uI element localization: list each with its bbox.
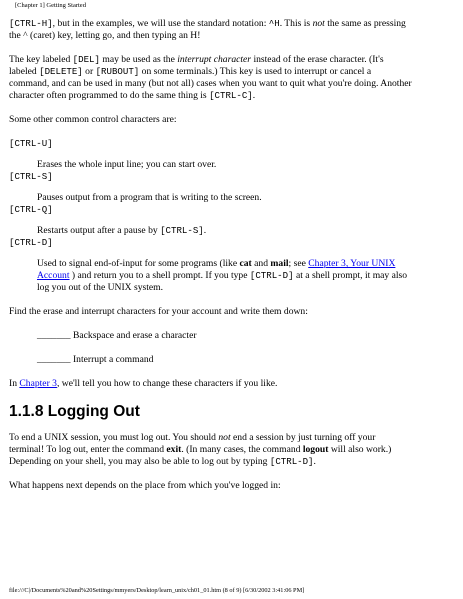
control-key-ctrl-d: [CTRL-D] <box>9 237 53 248</box>
paragraph-ctrl-h: [CTRL-H], but in the examples, we will use the standard notation: ^H. This is not the same as pressing the ^ (caret) key, letting go, and then typing an H! <box>9 18 406 41</box>
control-key-ctrl-u: [CTRL-U] <box>9 138 53 149</box>
page-content <box>9 12 454 492</box>
blank-item-erase: _______ Backspace and erase a character <box>37 330 197 341</box>
control-desc-ctrl-s: Pauses output from a program that is writing to the screen. <box>37 192 262 203</box>
write-in-blank: _______ <box>37 330 71 341</box>
code-del: [DEL] <box>72 54 100 65</box>
chapter-3-inline-link[interactable]: Chapter 3 <box>19 378 57 389</box>
control-key-ctrl-q: [CTRL-Q] <box>9 204 53 215</box>
code-ctrl-c: [CTRL-C] <box>209 90 253 101</box>
code-rubout: [RUBOUT] <box>95 66 140 77</box>
code-ctrl-h: [CTRL-H] <box>9 18 53 29</box>
chapter-3-link[interactable]: Chapter 3, Your UNIX Account <box>37 258 396 281</box>
paragraph-log-out: To end a UNIX session, you must log out. You should not end a session by just turning off your terminal! To log out, enter the command exit. (In many cases, the command logout will also work.) Depending on your shell, you may also be able to log out by typing [CTRL-D]. <box>9 432 392 467</box>
page-footer: file:///C|/Documents%20and%20Settings/mmyers/Desktop/learn_unix/ch01_01.htm (8 of 9) [6/30/2002 3:41:06 PM] <box>9 587 305 594</box>
section-heading-logging-out: 1.1.8 Logging Out <box>9 403 140 420</box>
paragraph-chapter3-ref: In Chapter 3, we'll tell you how to change these characters if you like. <box>9 378 278 389</box>
control-list <box>9 138 454 294</box>
write-in-blank: _______ <box>37 354 71 365</box>
control-desc-ctrl-q: Restarts output after a pause by [CTRL-S]. <box>37 225 207 236</box>
paragraph-find-chars: Find the erase and interrupt characters for your account and write them down: <box>9 306 308 317</box>
paragraph-what-next: What happens next depends on the place from which you've logged in: <box>9 480 281 491</box>
code-caret-h: ^H <box>268 18 280 29</box>
blank-item-interrupt: _______ Interrupt a command <box>37 354 154 365</box>
control-desc-ctrl-u: Erases the whole input line; you can start over. <box>37 159 217 170</box>
code-delete: [DELETE] <box>39 66 83 77</box>
control-desc-ctrl-d: Used to signal end-of-input for some programs (like cat and mail; see Chapter 3, Your UNIX Account ) and return you to a shell prompt. If you type [CTRL-D] at a shell prompt, it may also log you out of the UNIX system. <box>37 258 408 293</box>
page-header: [Chapter 1] Getting Started <box>15 2 86 9</box>
blank-list <box>9 330 454 366</box>
paragraph-interrupt: The key labeled [DEL] may be used as the interrupt character instead of the erase character. (It's labeled [DELETE] or [RUBOUT] on some terminals.) This key is used to interrupt or cancel a command, and can be used in many (but not all) cases when you want to quit what you're doing. Another character often programmed to do the same thing is [CTRL-C]. <box>9 54 412 101</box>
control-key-ctrl-s: [CTRL-S] <box>9 171 53 182</box>
paragraph-control-intro: Some other common control characters are: <box>9 114 177 125</box>
